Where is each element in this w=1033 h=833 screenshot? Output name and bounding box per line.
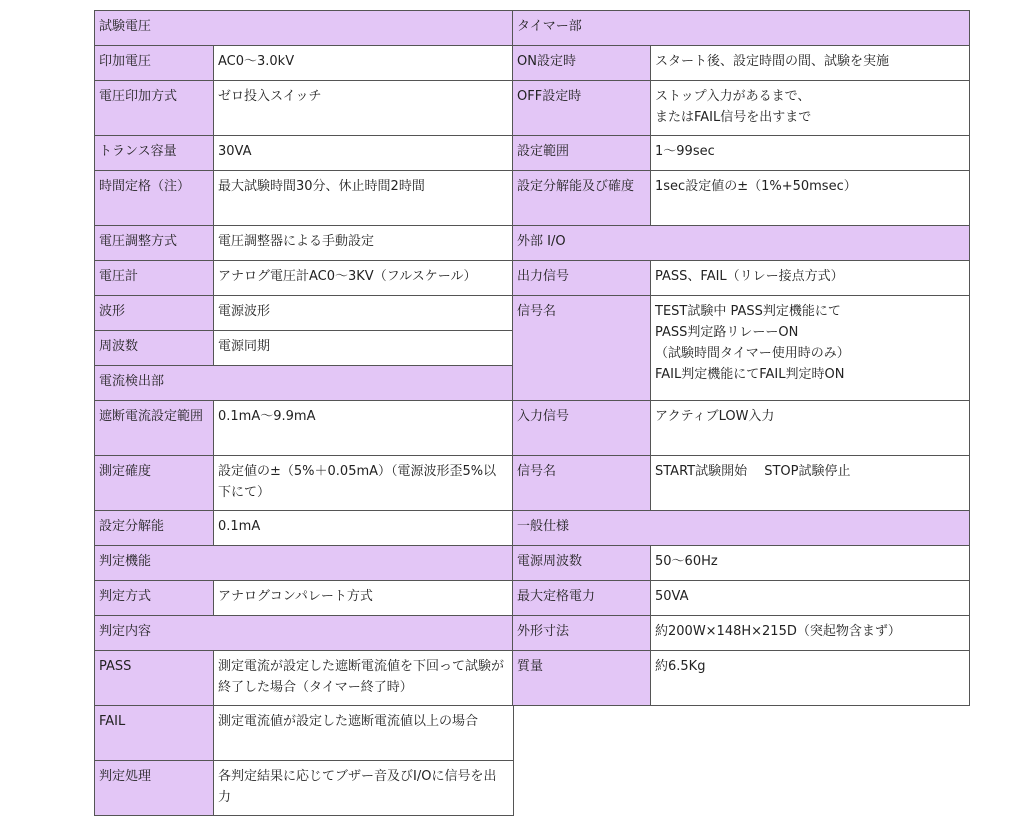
- row-off-setting: [513, 81, 970, 136]
- value-voltage-application-method: ゼロ投入スイッチ: [214, 81, 514, 136]
- label-transformer-capacity: トランス容量: [95, 136, 214, 171]
- value-cutoff-current-range: 0.1mA～9.9mA: [214, 401, 514, 456]
- value-measurement-accuracy: 設定値の±（5%＋0.05mA）（電源波形歪5%以下にて）: [214, 456, 514, 511]
- label-judgment-method: 判定方式: [95, 581, 214, 616]
- value-applied-voltage: AC0～3.0kV: [214, 46, 514, 81]
- header-timer: タイマー部: [513, 11, 970, 46]
- value-timer-resolution-accuracy: 1sec設定値の±（1%+50msec）: [651, 171, 970, 226]
- label-power-frequency: 電源周波数: [513, 546, 651, 581]
- label-cutoff-current-range: 遮断電流設定範囲: [95, 401, 214, 456]
- value-input-signal: アクティブLOW入力: [651, 401, 970, 456]
- label-timer-resolution-accuracy: 設定分解能及び確度: [513, 171, 651, 226]
- value-mass: 約6.5Kg: [651, 651, 970, 706]
- row-setting-range: [513, 136, 970, 171]
- value-fail: 測定電流値が設定した遮断電流値以上の場合: [214, 706, 514, 761]
- row-timer-resolution-accuracy: [513, 171, 970, 226]
- label-voltage-application-method: 電圧印加方式: [95, 81, 214, 136]
- value-off-setting: [651, 81, 970, 136]
- right-spec-table: [512, 10, 970, 706]
- label-input-signal: 入力信号: [513, 401, 651, 456]
- value-input-signal-names: START試験開始 STOP試験停止: [651, 456, 970, 511]
- row-mass: [513, 651, 970, 706]
- row-output-signal: [513, 261, 970, 296]
- value-voltmeter: アナログ電圧計AC0～3KV（フルスケール）: [214, 261, 514, 296]
- value-setting-range: 1～99sec: [651, 136, 970, 171]
- label-voltmeter: 電圧計: [95, 261, 214, 296]
- row-input-signal: [513, 401, 970, 456]
- value-output-signal: PASS、FAIL（リレー接点方式）: [651, 261, 970, 296]
- value-waveform: 電源波形: [214, 296, 514, 331]
- signal-line-3: （試験時間タイマー使用時のみ）: [655, 346, 850, 361]
- row-transformer-capacity: [95, 136, 514, 171]
- label-applied-voltage: 印加電圧: [95, 46, 214, 81]
- label-frequency: 周波数: [95, 331, 214, 366]
- off-setting-line-2: またはFAIL信号を出すまで: [655, 110, 812, 125]
- value-output-signal-names: [651, 296, 970, 401]
- value-on-setting: スタート後、設定時間の間、試験を実施: [651, 46, 970, 81]
- label-mass: 質量: [513, 651, 651, 706]
- label-max-rated-power: 最大定格電力: [513, 581, 651, 616]
- value-transformer-capacity: 30VA: [214, 136, 514, 171]
- row-pass: [95, 651, 514, 706]
- row-voltage-application-method: [95, 81, 514, 136]
- header-external-io: 外部 I/O: [513, 226, 970, 261]
- row-dimensions: [513, 616, 970, 651]
- header-judgment-content: 判定内容: [95, 616, 514, 651]
- row-max-rated-power: [513, 581, 970, 616]
- row-fail: [95, 706, 514, 761]
- row-cutoff-current-range: [95, 401, 514, 456]
- signal-line-2: PASS判定路リレーーON: [655, 325, 799, 340]
- label-pass: PASS: [95, 651, 214, 706]
- row-waveform: [95, 296, 514, 331]
- row-judgment-processing: [95, 761, 514, 816]
- header-judgment-function: 判定機能: [95, 546, 514, 581]
- header-general-spec: 一般仕様: [513, 511, 970, 546]
- label-on-setting: ON設定時: [513, 46, 651, 81]
- value-dimensions: 約200W×148H×215D（突起物含まず）: [651, 616, 970, 651]
- signal-line-4: FAIL判定機能にてFAIL判定時ON: [655, 367, 845, 382]
- row-time-rating: [95, 171, 514, 226]
- value-voltage-adjustment: 電圧調整器による手動設定: [214, 226, 514, 261]
- label-setting-resolution: 設定分解能: [95, 511, 214, 546]
- value-frequency: 電源同期: [214, 331, 514, 366]
- value-max-rated-power: 50VA: [651, 581, 970, 616]
- row-output-signal-names: [513, 296, 970, 401]
- value-judgment-processing: 各判定結果に応じてブザー音及びI/Oに信号を出力: [214, 761, 514, 816]
- header-test-voltage: 試験電圧: [95, 11, 514, 46]
- label-measurement-accuracy: 測定確度: [95, 456, 214, 511]
- label-dimensions: 外形寸法: [513, 616, 651, 651]
- label-output-signal: 出力信号: [513, 261, 651, 296]
- row-judgment-method: [95, 581, 514, 616]
- label-input-signal-names: 信号名: [513, 456, 651, 511]
- header-current-detection: 電流検出部: [95, 366, 514, 401]
- label-judgment-processing: 判定処理: [95, 761, 214, 816]
- label-voltage-adjustment: 電圧調整方式: [95, 226, 214, 261]
- left-spec-table: [94, 10, 514, 816]
- label-time-rating: 時間定格（注）: [95, 171, 214, 226]
- signal-line-1: TEST試験中 PASS判定機能にて: [655, 304, 841, 319]
- row-measurement-accuracy: [95, 456, 514, 511]
- value-pass: 測定電流が設定した遮断電流値を下回って試験が 終了した場合（タイマー終了時）: [214, 651, 514, 706]
- row-voltage-adjustment: [95, 226, 514, 261]
- value-judgment-method: アナログコンパレート方式: [214, 581, 514, 616]
- row-applied-voltage: [95, 46, 514, 81]
- value-power-frequency: 50～60Hz: [651, 546, 970, 581]
- label-setting-range: 設定範囲: [513, 136, 651, 171]
- row-frequency: [95, 331, 514, 366]
- label-off-setting: OFF設定時: [513, 81, 651, 136]
- row-on-setting: [513, 46, 970, 81]
- row-power-frequency: [513, 546, 970, 581]
- label-output-signal-names: 信号名: [513, 296, 651, 401]
- row-setting-resolution: [95, 511, 514, 546]
- label-fail: FAIL: [95, 706, 214, 761]
- label-waveform: 波形: [95, 296, 214, 331]
- off-setting-line-1: ストップ入力があるまで、: [655, 89, 811, 104]
- value-time-rating: 最大試験時間30分、休止時間2時間: [214, 171, 514, 226]
- value-setting-resolution: 0.1mA: [214, 511, 514, 546]
- row-voltmeter: [95, 261, 514, 296]
- row-input-signal-names: [513, 456, 970, 511]
